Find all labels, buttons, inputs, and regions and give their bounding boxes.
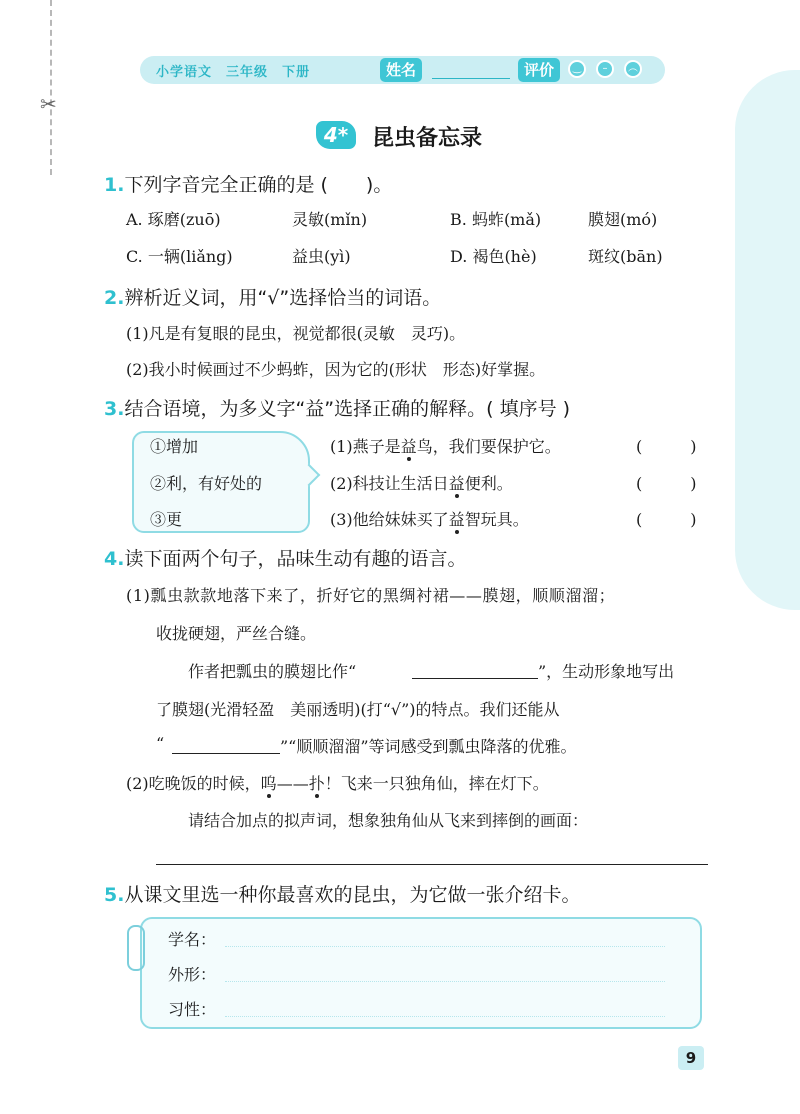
lesson-title: 昆虫备忘录: [372, 126, 483, 151]
header-subject: 小学语文 三年级 下册: [156, 65, 311, 80]
q2-sentence-1: (1)凡是有复眼的昆虫，视觉都很(灵敏 灵巧)。: [126, 324, 466, 343]
q1-option-c: C. 一辆(liǎng): [126, 247, 233, 266]
cut-line: [50, 0, 52, 175]
q4-blank-2[interactable]: [172, 753, 280, 754]
question-5: 5.从课文里选一种你最喜欢的昆虫，为它做一张介绍卡。: [104, 884, 581, 906]
question-3: 3.结合语境，为多义字“益”选择正确的解释。( 填序号 ): [104, 398, 571, 420]
card-field-appearance: 外形：: [168, 965, 217, 984]
background-decoration: [735, 70, 800, 610]
q1-option-b: B. 蚂蚱(mǎ): [450, 210, 542, 229]
q3-sentence-2: (2)科技让生活日益便利。: [330, 474, 513, 493]
header-strip: [140, 56, 665, 84]
q3-sentence-1: (1)燕子是益鸟，我们要保护它。: [330, 437, 561, 456]
q1-option-a-word2: 灵敏(mǐn): [292, 210, 368, 229]
q1-option-d-word2: 斑纹(bān): [588, 247, 663, 266]
q3-answer-3[interactable]: ( ): [636, 510, 697, 529]
lesson-number-badge: 4*: [316, 121, 356, 149]
q4-p2-line1: (2)吃晚饭的时候，呜——扑！飞来一只独角仙，摔在灯下。: [126, 774, 549, 793]
q3-answer-2[interactable]: ( ): [636, 474, 697, 493]
q4-p1-line1: (1)瓢虫款款地落下来了，折好它的黑绸衬裙——膜翅，顺顺溜溜；: [126, 586, 616, 605]
insect-intro-card: [140, 917, 702, 1029]
q4-blank-1[interactable]: [412, 678, 538, 679]
question-2: 2.辨析近义词，用“√”选择恰当的词语。: [104, 287, 442, 309]
scissors-icon: ✂: [40, 92, 57, 116]
happy-face-icon[interactable]: ‿: [568, 60, 586, 78]
question-1: 1.下列字音完全正确的是 ( )。: [104, 174, 393, 196]
q3-sentence-3: (3)他给妹妹买了益智玩具。: [330, 510, 529, 529]
q4-p1-line3a: 作者把瓢虫的膜翅比作“: [188, 662, 357, 681]
paperclip-icon: [127, 925, 145, 971]
q4-p1-line3b: ”，生动形象地写出: [538, 662, 675, 681]
q1-option-a: A. 琢磨(zuō): [126, 210, 221, 229]
card-line-habits[interactable]: [225, 1016, 665, 1017]
q3-definition-3: ③更: [150, 510, 183, 529]
q3-definition-1: ①增加: [150, 437, 199, 456]
q4-p2-line2: 请结合加点的拟声词，想象独角仙从飞来到摔倒的画面：: [188, 811, 589, 830]
q2-sentence-2: (2)我小时候画过不少蚂蚱，因为它的(形状 形态)好掌握。: [126, 360, 546, 379]
name-field[interactable]: [432, 78, 510, 79]
card-line-appearance[interactable]: [225, 981, 665, 982]
q1-option-d: D. 褐色(hè): [450, 247, 537, 266]
card-field-name: 学名：: [168, 930, 217, 949]
rating-label: 评价: [518, 58, 560, 82]
q1-option-b-word2: 膜翅(mó): [588, 210, 658, 229]
q1-option-c-word2: 益虫(yì): [292, 247, 351, 266]
q4-answer-line[interactable]: [156, 864, 708, 865]
q3-answer-1[interactable]: ( ): [636, 437, 697, 456]
card-field-habits: 习性：: [168, 1000, 217, 1019]
q4-p1-line4: 了膜翅(光滑轻盈 美丽透明)(打“√”)的特点。我们还能从: [156, 700, 560, 719]
q4-p1-line5b: ”“顺顺溜溜”等词感受到瓢虫降落的优雅。: [280, 737, 577, 756]
q4-p1-line2: 收拢硬翅，严丝合缝。: [156, 624, 317, 643]
sad-face-icon[interactable]: ︵: [624, 60, 642, 78]
name-label: 姓名: [380, 58, 422, 82]
q3-definition-2: ②利，有好处的: [150, 474, 263, 493]
q4-p1-line5a: “: [156, 734, 165, 753]
neutral-face-icon[interactable]: –: [596, 60, 614, 78]
page-number: 9: [678, 1046, 704, 1070]
question-4: 4.读下面两个句子，品味生动有趣的语言。: [104, 548, 467, 570]
card-line-name[interactable]: [225, 946, 665, 947]
